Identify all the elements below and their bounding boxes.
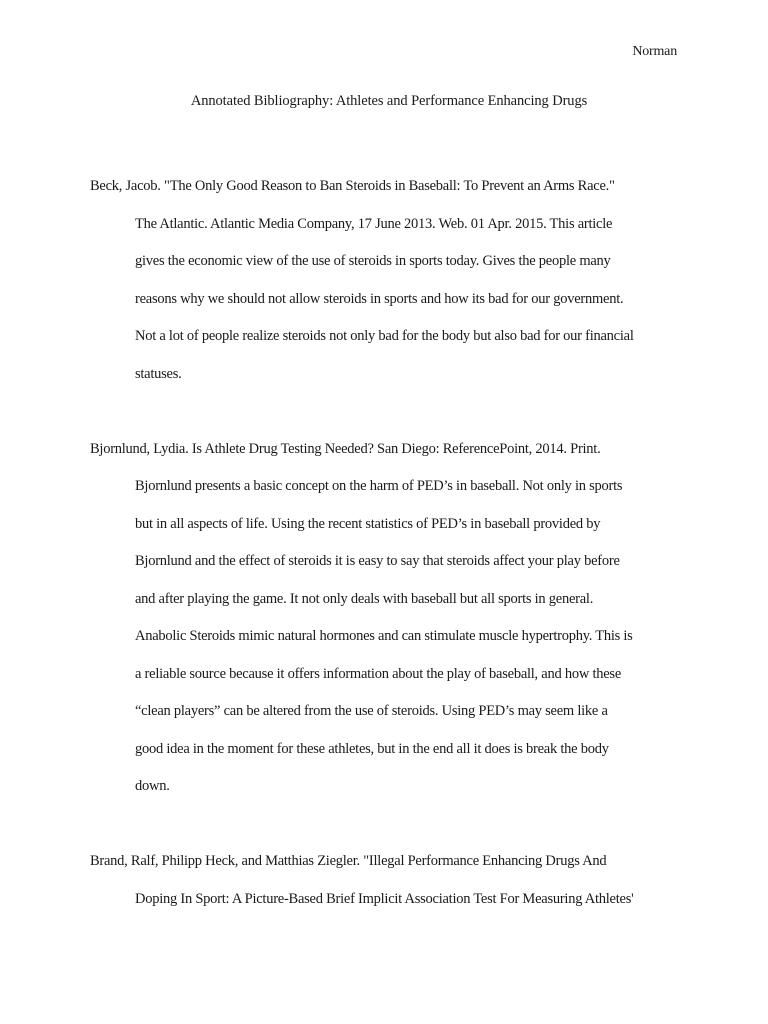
bibliography-entry-bjornlund bbox=[90, 431, 690, 806]
running-header-author: Norman bbox=[632, 44, 677, 59]
bibliography-entry-brand bbox=[90, 843, 690, 918]
annotation-line: “clean players” can be altered from the use of steroids. Using PED’s may seem like a bbox=[135, 703, 608, 719]
annotation-line: Bjornlund and the effect of steroids it is easy to say that steroids affect your play before bbox=[135, 553, 620, 569]
annotation-line: a reliable source because it offers information about the play of baseball, and how these bbox=[135, 665, 622, 682]
annotation-line: and after playing the game. It not only deals with baseball but all sports in general. bbox=[135, 590, 594, 607]
bibliography-list bbox=[90, 168, 690, 918]
annotation-line: reasons why we should not allow steroids in sports and how its bad for our government. bbox=[135, 290, 624, 307]
annotation-line: down. bbox=[135, 778, 170, 794]
annotation-line: The Atlantic. Atlantic Media Company, 17 June 2013. Web. 01 Apr. 2015. This article bbox=[135, 215, 613, 232]
entry-spacer bbox=[90, 393, 690, 431]
citation-line: Brand, Ralf, Philipp Heck, and Matthias Ziegler. "Illegal Performance Enhancing Drugs And bbox=[90, 853, 607, 869]
entry-spacer bbox=[90, 806, 690, 844]
page-title: Annotated Bibliography: Athletes and Performance Enhancing Drugs bbox=[190, 93, 588, 109]
annotation-line: but in all aspects of life. Using the recent statistics of PED’s in baseball provided by bbox=[135, 515, 601, 532]
bibliography-entry-beck bbox=[90, 168, 690, 393]
annotation-line: Bjornlund presents a basic concept on the harm of PED’s in baseball. Not only in sports bbox=[135, 478, 623, 494]
citation-line: Beck, Jacob. "The Only Good Reason to Ban Steroids in Baseball: To Prevent an Arms Race." bbox=[90, 178, 615, 194]
annotation-line: statuses. bbox=[135, 365, 182, 382]
annotation-line: Anabolic Steroids mimic natural hormones and can stimulate muscle hypertrophy. This is bbox=[135, 628, 633, 644]
annotation-line: good idea in the moment for these athletes, but in the end all it does is break the body bbox=[135, 740, 609, 757]
citation-line: Doping In Sport: A Picture-Based Brief Implicit Association Test For Measuring Athletes' bbox=[135, 890, 634, 907]
annotation-line: Not a lot of people realize steroids not only bad for the body but also bad for our financial bbox=[135, 328, 634, 344]
citation-line: Bjornlund, Lydia. Is Athlete Drug Testing Needed? San Diego: ReferencePoint, 2014. Print. bbox=[90, 440, 601, 457]
annotation-line: gives the economic view of the use of steroids in sports today. Gives the people many bbox=[135, 253, 611, 269]
